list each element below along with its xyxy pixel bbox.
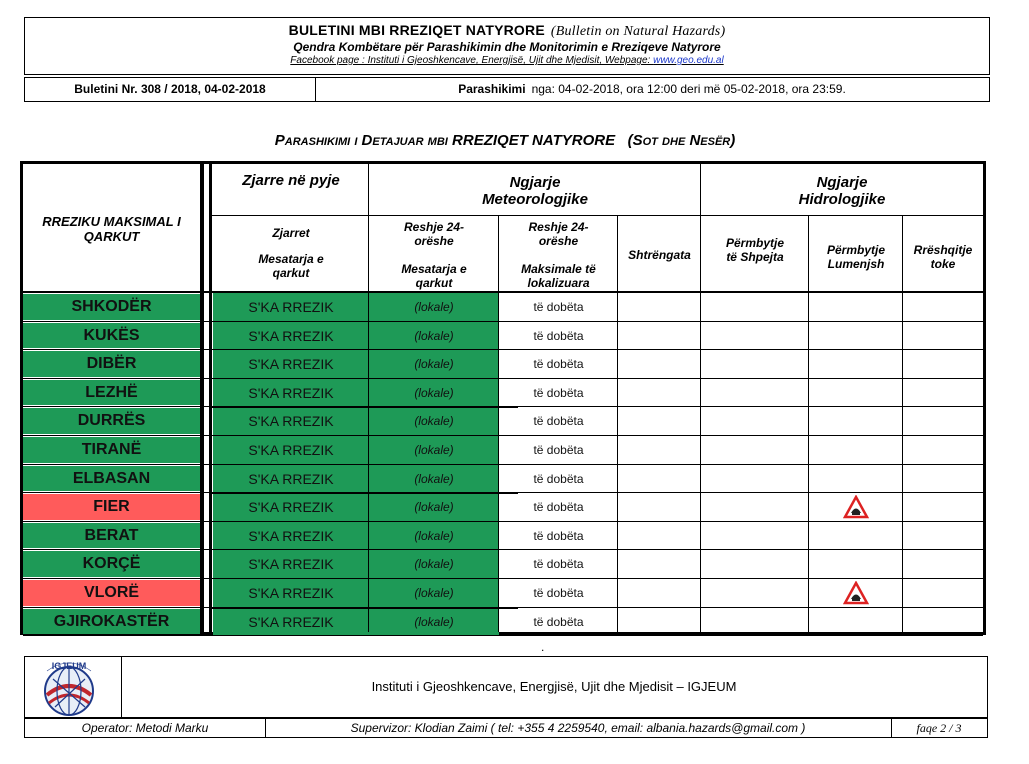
region-cell: KORÇË	[23, 551, 200, 577]
rain-average-cell: (lokale)	[369, 407, 499, 436]
region-cell: TIRANË	[23, 437, 200, 463]
rain-average-cell: (lokale)	[369, 293, 499, 322]
sub-wind-header: Shtrëngata	[628, 248, 691, 262]
sub-rain-max-header: Reshje 24-orëshe Maksimale të lokalizuara	[521, 220, 596, 290]
rain-max-cell: të dobëta	[533, 443, 584, 457]
sub-flash-flood-header: Përmbytje të Shpejta	[725, 236, 785, 264]
region-cell: ELBASAN	[23, 466, 200, 492]
fire-risk-cell: S'KA RREZIK	[213, 407, 369, 436]
fire-risk-cell: S'KA RREZIK	[213, 465, 369, 494]
institute-name: Instituti i Gjeoshkencave, Energjisë, Ujit dhe Mjedisit – IGJEUM	[371, 679, 737, 694]
logo-text: IGJEUM	[51, 661, 87, 671]
flood-warning-icon	[843, 495, 871, 519]
flood-warning-icon	[843, 581, 871, 605]
region-cell: DIBËR	[23, 351, 200, 377]
group-met-header: Ngjarje Meteorologjike	[482, 174, 588, 208]
rain-max-cell: të dobëta	[533, 500, 584, 515]
operator: Operator: Metodi Marku	[25, 719, 266, 737]
region-cell: GJIROKASTËR	[23, 609, 200, 635]
rain-average-cell: (lokale)	[369, 608, 499, 637]
bulletin-info-bar	[24, 77, 990, 102]
rain-max-cell: të dobëta	[533, 385, 584, 400]
rain-max-cell: të dobëta	[533, 300, 584, 314]
fire-risk-cell: S'KA RREZIK	[213, 522, 369, 551]
rain-max-cell: të dobëta	[533, 328, 584, 343]
footer	[24, 656, 988, 718]
rain-max-cell: të dobëta	[533, 586, 584, 600]
rain-average-cell: (lokale)	[369, 322, 499, 351]
bulletin-title-en: (Bulletin on Natural Hazards)	[550, 24, 726, 39]
region-cell: SHKODËR	[23, 294, 200, 320]
rain-average-cell: (lokale)	[369, 522, 499, 551]
region-cell: LEZHË	[23, 380, 200, 406]
fire-risk-cell: S'KA RREZIK	[213, 608, 369, 637]
forecast-period: Parashikimi nga: 04-02-2018, ora 12:00 deri më 05-02-2018, ora 23:59.	[458, 82, 846, 96]
rain-average-cell: (lokale)	[369, 493, 499, 522]
supervisor-contact: Supervizor: Klodian Zaimi ( tel: +355 4 2259540, email: albania.hazards@gmail.com )	[265, 719, 892, 737]
facebook-link[interactable]: Facebook page : Instituti i Gjeoshkencave, Energjisë, Ujit dhe Mjedisit, Webpage: www.geo.edu.al	[290, 55, 724, 66]
region-cell: KUKËS	[23, 323, 200, 349]
sub-fire-header: Zjarret Mesatarja e qarkut	[258, 226, 324, 280]
fire-risk-cell: S'KA RREZIK	[213, 550, 369, 579]
bulletin-number: Buletini Nr. 308 / 2018, 04-02-2018	[25, 78, 316, 101]
rain-average-cell: (lokale)	[369, 579, 499, 608]
separator-dot: .	[541, 640, 545, 654]
rain-max-cell: të dobëta	[533, 414, 584, 429]
fire-risk-cell: S'KA RREZIK	[213, 322, 369, 351]
group-fire-header: Zjarre në pyje	[242, 172, 340, 189]
rain-max-cell: të dobëta	[533, 357, 584, 372]
region-cell: BERAT	[23, 523, 200, 549]
igjeum-logo	[25, 657, 122, 717]
section-title: Parashikimi i Detajuar mbi RREZIQET NATYRORE (Sot dhe Nesër)	[274, 132, 736, 149]
sub-landslide-header: Rrëshqitje toke	[913, 243, 973, 271]
sub-river-flood-header: Përmbytje Lumenjsh	[826, 243, 886, 271]
fire-risk-cell: S'KA RREZIK	[213, 293, 369, 322]
region-divider-2	[209, 164, 212, 632]
fire-risk-cell: S'KA RREZIK	[213, 436, 369, 465]
hazard-table	[20, 161, 986, 635]
col-region-header: RREZIKU MAKSIMAL I QARKUT	[42, 214, 181, 244]
sub-rain-avg-header: Reshje 24-orëshe Mesatarja e qarkut	[401, 220, 467, 290]
rain-average-cell: (lokale)	[369, 436, 499, 465]
rain-average-cell: (lokale)	[369, 350, 499, 379]
bulletin-title: BULETINI MBI RREZIQET NATYRORE (Bulletin on Natural Hazards)	[288, 22, 726, 39]
fire-risk-cell: S'KA RREZIK	[213, 379, 369, 408]
rain-average-cell: (lokale)	[369, 550, 499, 579]
region-cell: DURRËS	[23, 408, 200, 434]
rain-average-cell: (lokale)	[369, 379, 499, 408]
webpage-link[interactable]: www.geo.edu.al	[653, 55, 724, 66]
footer-bar	[24, 718, 988, 738]
fire-risk-cell: S'KA RREZIK	[213, 493, 369, 522]
group-hydro-header: Ngjarje Hidrologjike	[798, 174, 886, 208]
bulletin-header	[24, 17, 990, 75]
fire-risk-cell: S'KA RREZIK	[213, 350, 369, 379]
rain-max-cell: të dobëta	[533, 557, 584, 572]
region-divider	[200, 164, 204, 632]
rain-max-cell: të dobëta	[533, 614, 584, 629]
rain-max-cell: të dobëta	[533, 528, 584, 543]
fire-risk-cell: S'KA RREZIK	[213, 579, 369, 608]
page-number: faqe 2 / 3	[916, 721, 962, 735]
rain-max-cell: të dobëta	[533, 471, 584, 486]
bulletin-subtitle: Qendra Kombëtare për Parashikimin dhe Monitorimin e Rreziqeve Natyrore	[293, 40, 721, 54]
rain-average-cell: (lokale)	[369, 465, 499, 494]
region-cell: FIER	[23, 494, 200, 520]
region-cell: VLORË	[23, 580, 200, 606]
